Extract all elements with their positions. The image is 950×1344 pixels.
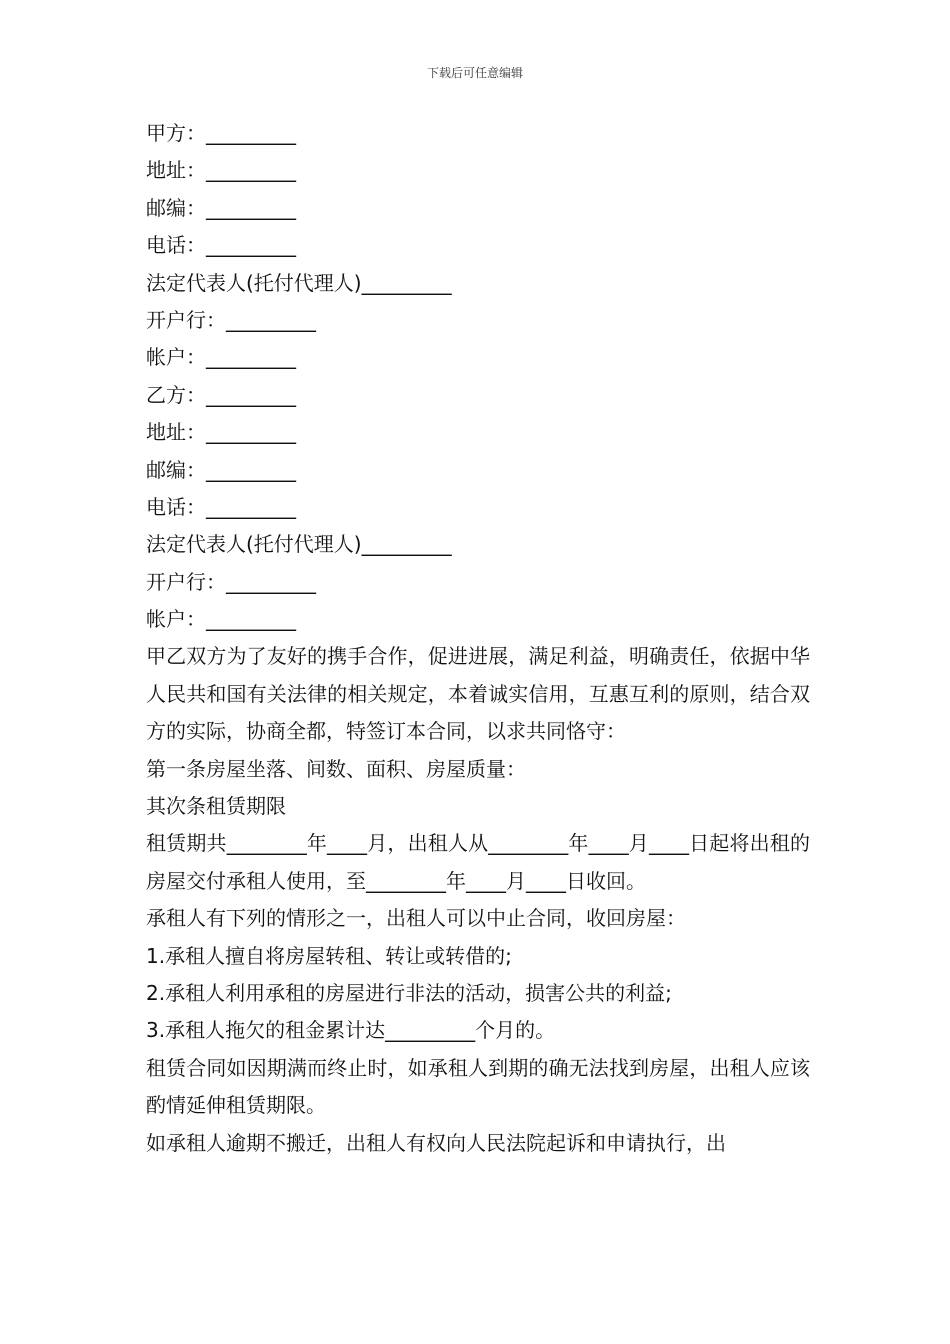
extension-paragraph: 租赁合同如因期满而终止时，如承租人到期的确无法找到房屋，出租人应该酌情延伸租赁期限。 (146, 1055, 810, 1118)
contract-body (146, 115, 810, 1162)
page-header: 下载后可任意编辑 (426, 66, 523, 80)
list-item: 1.承租人擅自将房屋转租、转让或转借的; (146, 943, 512, 968)
lease-term-paragraph: 租赁期共________年____月，出租人从________年____月____日起将出租的房屋交付承租人使用，至________年____月____日收回。 (146, 831, 810, 893)
overdue-paragraph: 如承租人逾期不搬迁，出租人有权向人民法院起诉和申请执行，出 (146, 1130, 726, 1155)
party-b-name: 乙方：_________ (146, 382, 296, 407)
party-b-account: 帐户：_________ (146, 607, 296, 632)
termination-intro: 承租人有下列的情形之一，出租人可以中止合同，收回房屋： (146, 906, 686, 931)
party-a-postcode: 邮编：_________ (146, 195, 296, 220)
article-2-heading: 其次条租赁期限 (146, 794, 286, 819)
party-a-account: 帐户：_________ (146, 345, 296, 370)
list-item: 3.承租人拖欠的租金累计达_________个月的。 (146, 1018, 556, 1043)
party-b-address: 地址：_________ (146, 420, 296, 445)
party-a-bank: 开户行：_________ (146, 307, 316, 332)
party-b-phone: 电话：_________ (146, 494, 296, 519)
party-a-representative: 法定代表人(托付代理人)_________ (146, 270, 452, 295)
party-b-postcode: 邮编：_________ (146, 457, 296, 482)
article-1-heading: 第一条房屋坐落、间数、面积、房屋质量： (146, 756, 526, 781)
party-b-bank: 开户行：_________ (146, 569, 316, 594)
party-a-name: 甲方：_________ (146, 121, 296, 145)
list-item: 2.承租人利用承租的房屋进行非法的活动，损害公共的利益; (146, 981, 672, 1006)
party-b-representative: 法定代表人(托付代理人)_________ (146, 532, 452, 557)
party-a-phone: 电话：_________ (146, 233, 296, 258)
intro-paragraph: 甲乙双方为了友好的携手合作，促进进展，满足利益，明确责任，依据中华人民共和国有关法律的相关规定，本着诚实信用，互惠互利的原则，结合双方的实际，协商全都，特签订本合同，以求共同恪守： (146, 644, 810, 744)
party-a-address: 地址：_________ (146, 158, 296, 183)
